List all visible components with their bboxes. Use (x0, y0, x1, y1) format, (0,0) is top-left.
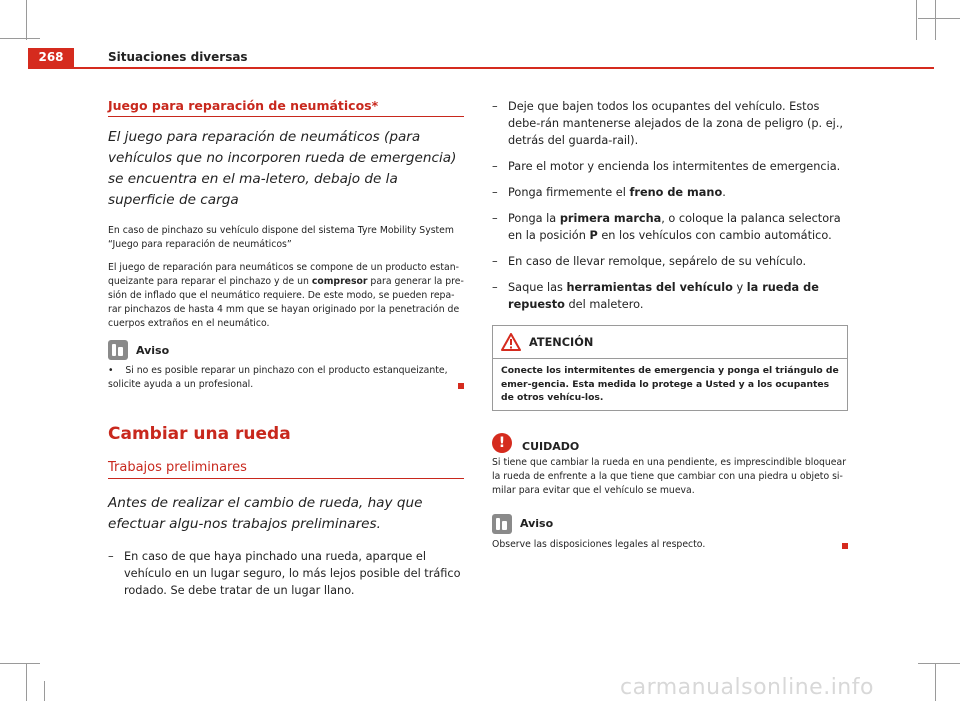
warning-triangle-icon (501, 333, 521, 351)
warning-title: ATENCIÓN (529, 335, 594, 349)
note-bullet-item: • Si no es posible reparar un pinchazo con el producto estanqueizante, solicite ayuda a un profesional. (108, 364, 464, 392)
crop-mark (935, 0, 936, 40)
info-note-icon (108, 340, 128, 360)
warning-box (492, 325, 848, 411)
note-header (492, 514, 848, 534)
repair-kit-paragraph-1: En caso de pinchazo su vehículo dispone del sistema Tyre Mobility System “Juego para reparación de neumáticos” (108, 225, 454, 250)
running-header: Situaciones diversas (108, 50, 248, 64)
crop-mark (26, 0, 27, 40)
warning-text: Conecte los intermitentes de emergencia y ponga el triángulo de emer-gencia. Esta medida lo protege a Usted y a los ocupantes de otros vehícu-los. (501, 365, 839, 403)
crop-mark (918, 18, 960, 19)
crop-mark (0, 38, 40, 39)
list-item: – Deje que bajen todos los ocupantes del vehículo. Estos debe-rán mantenerse alejados de la zona de peligro (p. ej., detrás del guarda-rail). (492, 100, 844, 147)
section-end-marker-icon (458, 383, 464, 389)
chapter-title: Cambiar una rueda (108, 424, 291, 444)
list-item: – Ponga firmemente el freno de mano. (492, 186, 726, 199)
caution-icon: ! (492, 433, 512, 453)
crop-mark (26, 663, 27, 701)
watermark: carmanualsonline.info (620, 675, 874, 700)
caution-title: CUIDADO (522, 439, 580, 453)
right-column (492, 98, 848, 561)
caution-text: Si tiene que cambiar la rueda en una pendiente, es imprescindible bloquear la rueda de enfrente a la que tiene que cambiar con una piedra u objeto si-milar para evitar que el vehículo se mueva. (492, 456, 847, 496)
note-text: Observe las disposiciones legales al respecto. (492, 538, 848, 552)
list-item: – Pare el motor y encienda los intermitentes de emergencia. (492, 160, 841, 173)
crop-mark (935, 663, 936, 701)
warning-header (493, 326, 847, 359)
preliminary-intro: Antes de realizar el cambio de rueda, hay que efectuar algu-nos trabajos preliminares. (108, 495, 423, 532)
note-header (108, 340, 464, 360)
crop-mark (918, 663, 960, 664)
section-heading-repair-kit: Juego para reparación de neumáticos* (108, 98, 464, 117)
left-column (108, 98, 464, 608)
list-item: – Ponga la primera marcha, o coloque la palanca selectora en la posición P en los vehículos con cambio automático. (492, 212, 841, 242)
section-heading-preliminary: Trabajos preliminares (108, 460, 464, 479)
repair-kit-intro: El juego para reparación de neumáticos (para vehículos que no incorporen rueda de emergencia) se encuentra en el ma-letero, debajo de la superficie de carga (108, 129, 457, 208)
crop-mark (44, 681, 45, 701)
crop-mark (916, 0, 917, 40)
note-title: Aviso (520, 517, 554, 530)
crop-mark (0, 663, 40, 664)
repair-kit-paragraph-2: El juego de reparación para neumáticos se compone de un producto estan-queizante para reparar el pinchazo y de un compresor para generar la pre-sión de inflado que el neumático requiere. De este modo, se pueden repa-rar pinchazos de hasta 4 mm que se hayan originado por la penetración de cuerpos extraños en el neumático. (108, 262, 464, 329)
bullet-icon: • (108, 365, 114, 376)
page-number: 268 (28, 48, 74, 67)
info-note-icon (492, 514, 512, 534)
list-item: – Saque las herramientas del vehículo y la rueda de repuesto del maletero. (492, 281, 819, 311)
header-rule (28, 67, 934, 69)
section-end-marker-icon (842, 543, 848, 549)
list-item: – En caso de llevar remolque, sepárelo de su vehículo. (492, 255, 807, 268)
caution-header (492, 433, 848, 453)
list-item: – En caso de que haya pinchado una rueda, aparque el vehículo en un lugar seguro, lo más lejos posible del tráfico rodado. Se debe tratar de un lugar llano. (108, 550, 461, 597)
note-title: Aviso (136, 343, 170, 357)
